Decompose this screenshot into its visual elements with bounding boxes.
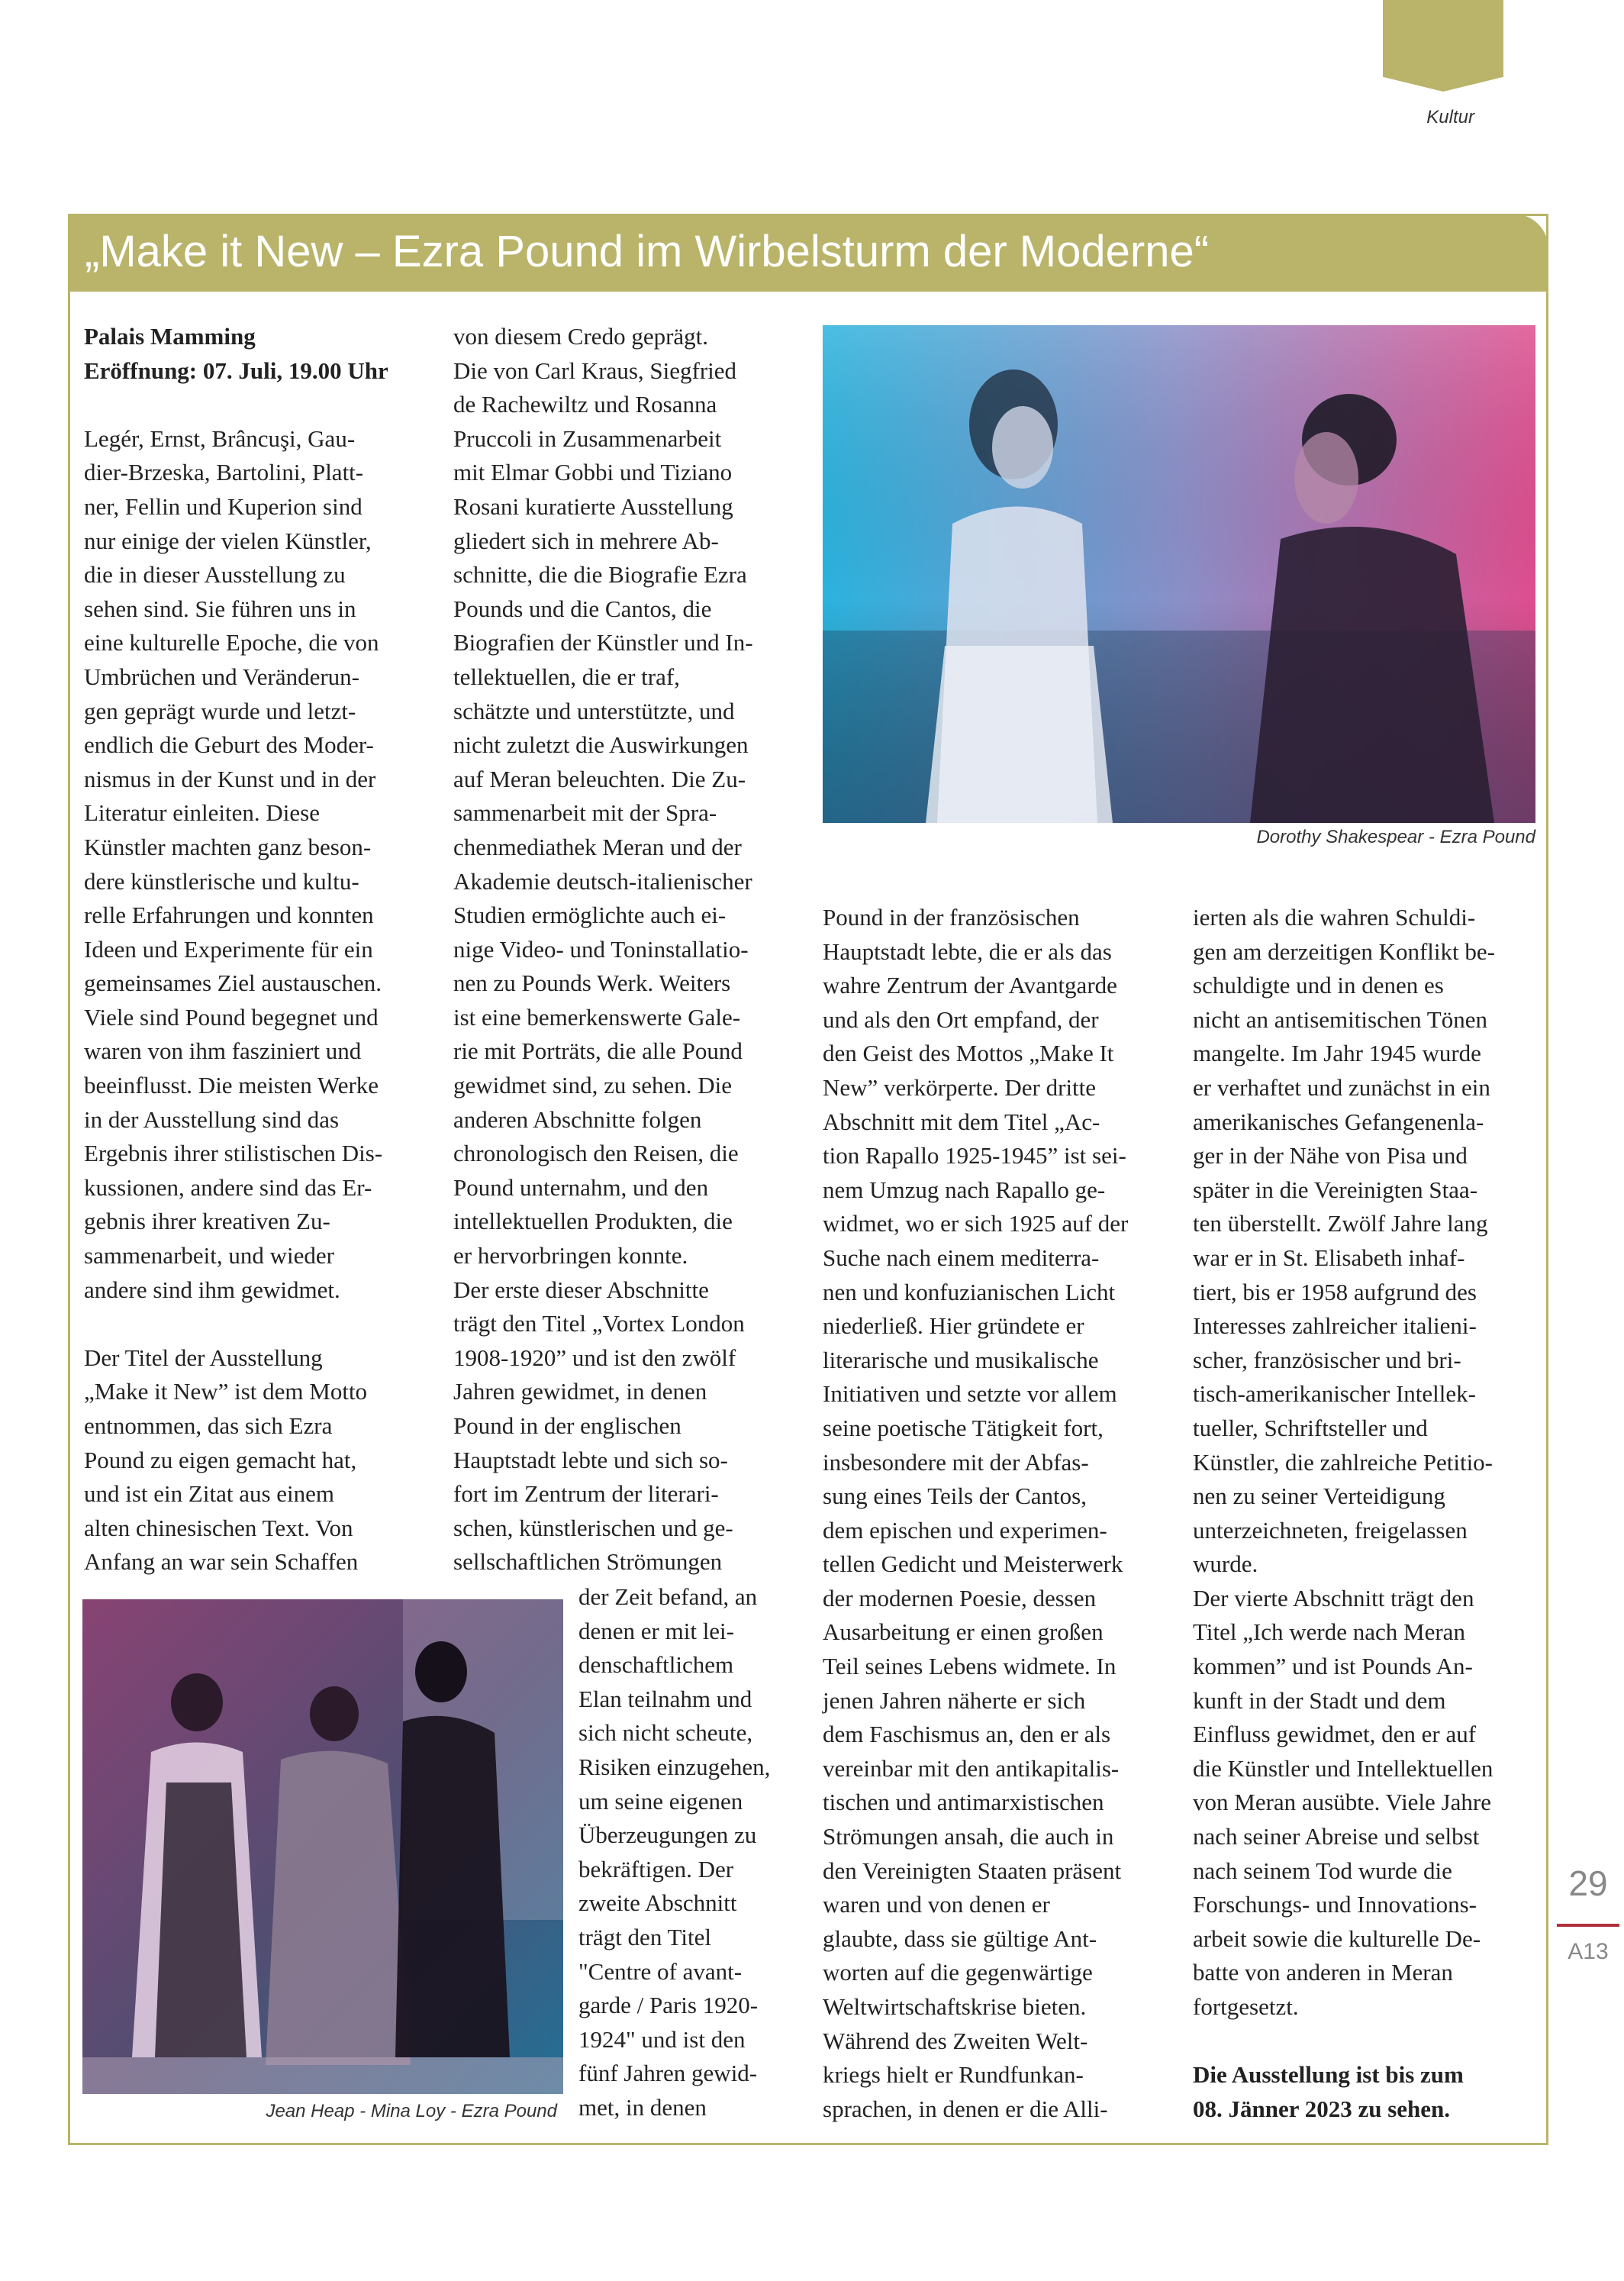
text-line: Einfluss gewidmet, den er auf [1193,1721,1477,1748]
text-line: gen geprägt wurde und letzt- [84,697,356,724]
text-line: sellschaftlichen Strömungen [453,1548,723,1576]
text-line: garde / Paris 1920- [578,1992,759,2019]
text-line: New” verkörperte. Der dritte [823,1073,1097,1101]
text-line: 1908-1920” und ist den zwölf [453,1344,736,1371]
text-line: endlich die Geburt des Moder- [84,731,374,759]
text-line: die in dieser Ausstellung zu [84,561,346,589]
photo-jean-heap-mina-loy-ezra-pound [82,1599,563,2094]
text-line: den Geist des Mottos „Make It [823,1040,1114,1067]
text-line: ten überstellt. Zwölf Jahre lang [1193,1210,1488,1237]
text-line: ner, Fellin und Kuperion sind [84,492,362,520]
text-line: Der vierte Abschnitt trägt den [1193,1584,1474,1612]
text-line: Die von Carl Kraus, Siegfried [453,357,737,384]
text-line: niederließ. Hier gründete er [823,1312,1084,1340]
text-line: tion Rapallo 1925-1945” ist sei- [823,1142,1126,1170]
text-line: relle Erfahrungen und konnten [84,902,374,929]
text-line: sung eines Teils der Cantos, [823,1482,1087,1510]
text-line: später in die Vereinigten Staa- [1193,1176,1478,1203]
text-line: Interesses zahlreicher italieni- [1193,1312,1477,1340]
text-line: "Centre of avant- [578,1957,743,1985]
text-line: gewidmet sind, zu sehen. Die [453,1072,733,1099]
section-label: Kultur [1426,107,1474,127]
text-line: amerikanisches Gefangenenla- [1193,1108,1484,1135]
text-line: nismus in der Kunst und in der [84,765,376,792]
text-line: de Rachewiltz und Rosanna [453,391,717,418]
text-line: Pounds und die Cantos, die [453,595,712,622]
text-line: Rosani kuratierte Ausstellung [453,492,733,520]
section-tab [1383,0,1503,92]
column-4 [1193,901,1544,2126]
text-line: Biografien der Künstler und In- [453,629,753,657]
text-line: mit Elmar Gobbi und Tiziano [453,459,733,486]
text-line: Akademie deutsch-italienischer [453,867,752,895]
page-number-divider [1557,1924,1619,1927]
text-line: Künstler machten ganz beson- [84,833,372,860]
text-line: wurde. [1193,1550,1258,1578]
text-line: Elan teilnahm und [578,1685,752,1712]
text-line: eine kulturelle Epoche, die von [84,629,379,657]
text-line: schnitte, die die Biografie Ezra [453,561,747,589]
text-line: dier-Brzeska, Bartolini, Platt- [84,459,364,486]
text-line: schuldigte und in denen es [1193,972,1444,999]
text-line: nicht zuletzt die Auswirkungen [453,731,749,759]
text-line: in der Ausstellung sind das [84,1105,340,1133]
text-line: Ausarbeitung er einen großen [823,1618,1104,1646]
text-line: entnommen, das sich Ezra [84,1412,333,1439]
text-line: Ergebnis ihrer stilistischen Dis- [84,1140,383,1167]
text-line: nicht an antisemitischen Tönen [1193,1005,1487,1033]
text-line: Teil seines Lebens widmete. In [823,1653,1116,1680]
text-line: fünf Jahren gewid- [578,2060,758,2087]
text-line: nur einige der vielen Künstler, [84,527,372,554]
text-line: tellen Gedicht und Meisterwerk [823,1550,1123,1578]
text-line: tisch-amerikanischer Intellek- [1193,1380,1476,1408]
text-line: andere sind ihm gewidmet. [84,1276,340,1303]
text-line: kommen” und ist Pounds An- [1193,1653,1473,1680]
text-line: Jahren gewidmet, in denen [453,1378,707,1405]
text-line: nen und konfuzianischen Licht [823,1278,1116,1305]
text-line: auf Meran beleuchten. Die Zu- [453,765,746,792]
text-line: denen er mit lei- [578,1617,734,1644]
text-line: ist eine bemerkenswerte Gale- [453,1003,741,1031]
text-line: widmet, wo er sich 1925 auf der [823,1210,1129,1237]
photo-caption-top: Dorothy Shakespear - Ezra Pound [1256,827,1535,847]
text-line: Pound in der englischen [453,1412,682,1439]
text-line: Risiken einzugehen, [578,1753,771,1780]
text-line: Pound zu eigen gemacht hat, [84,1446,357,1473]
column-2-wrap [578,1580,807,2125]
text-line: um seine eigenen [578,1787,743,1815]
text-line: zweite Abschnitt [578,1889,737,1917]
text-line: wahre Zentrum der Avantgarde [823,972,1117,999]
text-line: nach seinem Tod wurde die [1193,1857,1452,1884]
text-line: nige Video- und Toninstallatio- [453,935,749,963]
page-code: A13 [1568,1939,1609,1964]
text-line: Studien ermöglichte auch ei- [453,902,727,929]
article-title: „Make it New – Ezra Pound im Wirbelsturm der Moderne“ [85,227,1210,276]
text-line: worten auf die gegenwärtige [823,1959,1093,1986]
text-line: sich nicht scheute, [578,1719,753,1747]
page-number: 29 [1568,1863,1608,1903]
text-line: 08. Jänner 2023 zu sehen. [1193,2095,1451,2122]
text-line: bekräftigen. Der [578,1855,734,1883]
text-line: gen am derzeitigen Konflikt be- [1193,937,1495,965]
text-line: sammenarbeit mit der Spra- [453,799,717,827]
text-line: 1924" und ist den [578,2025,746,2053]
text-line: Die Ausstellung ist bis zum [1193,2061,1464,2089]
text-line: der modernen Poesie, dessen [823,1584,1097,1612]
text-line: anderen Abschnitte folgen [453,1105,702,1133]
text-line: schen, künstlerischen und ge- [453,1514,733,1541]
text-line: sehen sind. Sie führen uns in [84,595,356,622]
text-line: glaubte, dass sie gültige Ant- [823,1924,1097,1952]
text-line: nach seiner Abreise und selbst [1193,1823,1480,1850]
text-line: Pruccoli in Zusammenarbeit [453,424,722,452]
text-line: Hauptstadt lebte, die er als das [823,937,1112,965]
text-line: tueller, Schriftsteller und [1193,1414,1428,1441]
text-line: batte von anderen in Meran [1193,1959,1453,1986]
text-line: kunft in der Stadt und dem [1193,1686,1446,1714]
text-line: die Künstler und Intellektuellen [1193,1754,1494,1782]
text-line: gliedert sich in mehrere Ab- [453,527,719,554]
text-line: waren und von denen er [823,1891,1050,1918]
col2-paragraph-1 [453,320,804,1579]
text-line: Literatur einleiten. Diese [84,799,321,827]
text-line: arbeit sowie die kulturelle De- [1193,1924,1481,1952]
column-3 [823,901,1174,2126]
text-line: von diesem Credo geprägt. [453,323,709,350]
text-line: Hauptstadt lebte und sich so- [453,1446,728,1473]
text-line: Der Titel der Ausstellung [84,1344,323,1371]
text-line: Umbrüchen und Veränderun- [84,663,359,690]
text-line: literarische und musikalische [823,1346,1099,1373]
photo-caption-bottom: Jean Heap - Mina Loy - Ezra Pound [266,2101,557,2121]
text-line: Der erste dieser Abschnitte [453,1276,709,1303]
text-line: Pound in der französischen [823,904,1080,931]
text-line: tischen und antimarxistischen [823,1789,1104,1816]
text-line: „Make it New” ist dem Motto [84,1378,368,1405]
text-line: fortgesetzt. [1193,1993,1299,2020]
text-line: dem epischen und experimen- [823,1516,1107,1544]
text-line: war er in St. Elisabeth inhaf- [1193,1244,1465,1271]
text-line: jenen Jahren näherte er sich [823,1686,1086,1714]
text-line: Titel „Ich werde nach Meran [1193,1618,1465,1646]
opening-date: Eröffnung: 07. Juli, 19.00 Uhr [84,357,388,384]
text-line: mangelte. Im Jahr 1945 wurde [1193,1040,1481,1067]
photo-dorothy-shakespear-ezra-pound [823,325,1535,823]
text-line: Initiativen und setzte vor allem [823,1380,1117,1408]
text-line: Viele sind Pound begegnet und [84,1003,379,1031]
text-line: ierten als die wahren Schuldi- [1193,904,1476,931]
text-line: Während des Zweiten Welt- [823,2027,1088,2054]
text-line: Suche nach einem mediterra- [823,1244,1100,1271]
text-line: nen zu Pounds Werk. Weiters [453,970,731,997]
text-line: nen zu seiner Verteidigung [1193,1482,1445,1510]
text-line: gebnis ihrer kreativen Zu- [84,1208,330,1235]
text-line: unterzeichneten, freigelassen [1193,1516,1468,1544]
text-line: tiert, bis er 1958 aufgrund des [1193,1278,1477,1305]
text-line: und als den Ort empfand, der [823,1005,1099,1033]
text-line: er verhaftet und zunächst in ein [1193,1073,1490,1101]
text-line: Künstler, die zahlreiche Petitio- [1193,1448,1494,1476]
text-line: denschaftlichem [578,1651,734,1679]
col4-paragraph [1193,901,1544,2025]
text-line: Legér, Ernst, Brâncuşi, Gau- [84,424,356,452]
text-line: Abschnitt mit dem Titel „Ac- [823,1108,1100,1135]
col1-paragraph-1 [84,422,427,1307]
text-line: met, in denen [578,2093,707,2121]
column-1 [84,320,427,1579]
text-line: Pound unternahm, und den [453,1173,709,1201]
text-line: alten chinesischen Text. Von [84,1514,353,1541]
text-line: vereinbar mit den antikapitalis- [823,1754,1120,1782]
text-line: den Vereinigten Staaten präsent [823,1857,1122,1884]
text-line: intellektuellen Produkten, die [453,1208,733,1235]
text-line: trägt den Titel [578,1923,711,1950]
text-line: er hervorbringen konnte. [453,1242,688,1270]
col3-paragraph [823,901,1174,2126]
text-line: sprachen, in denen er die Alli- [823,2095,1108,2122]
col2-paragraph-2 [578,1580,807,2125]
text-line: von Meran ausübte. Viele Jahre [1193,1789,1491,1816]
title-banner [68,214,1548,292]
text-line: chenmediathek Meran und der [453,833,742,860]
text-line: chronologisch den Reisen, die [453,1140,739,1167]
text-line: waren von ihm fasziniert und [84,1037,362,1065]
venue: Palais Mamming [84,323,256,350]
text-line: kriegs hielt er Rundfunkan- [823,2061,1084,2089]
text-line: kussionen, andere sind das Er- [84,1173,372,1201]
text-line: scher, französischer und bri- [1193,1346,1461,1373]
text-line: seine poetische Tätigkeit fort, [823,1414,1104,1441]
text-line: der Zeit befand, an [578,1583,758,1610]
text-line: trägt den Titel „Vortex London [453,1310,745,1337]
text-line: Forschungs- und Innovations- [1193,1891,1477,1918]
text-line: fort im Zentrum der literari- [453,1480,719,1508]
text-line: nem Umzug nach Rapallo ge- [823,1176,1106,1203]
col1-paragraph-2 [84,1341,427,1579]
text-line: und ist ein Zitat aus einem [84,1480,335,1508]
text-line: Strömungen ansah, die auch in [823,1823,1114,1850]
text-line: gemeinsames Ziel austauschen. [84,970,382,997]
text-line: Weltwirtschaftskrise bieten. [823,1993,1087,2020]
text-line: Ideen und Experimente für ein [84,935,373,963]
text-line: beeinflusst. Die meisten Werke [84,1072,379,1099]
text-line: rie mit Porträts, die alle Pound [453,1037,743,1065]
text-line: schätzte und unterstützte, und [453,697,735,724]
text-line: Überzeugungen zu [578,1821,757,1849]
column-2 [453,320,804,1579]
text-line: ger in der Nähe von Pisa und [1193,1142,1468,1170]
closing-note [1193,2058,1544,2126]
text-line: insbesondere mit der Abfas- [823,1448,1089,1476]
text-line: tellektuellen, die er traf, [453,663,680,690]
text-line: sammenarbeit, und wieder [84,1242,334,1270]
text-line: dem Faschismus an, den er als [823,1721,1111,1748]
text-line: Anfang an war sein Schaffen [84,1548,359,1576]
text-line: dere künstlerische und kultu- [84,867,359,895]
